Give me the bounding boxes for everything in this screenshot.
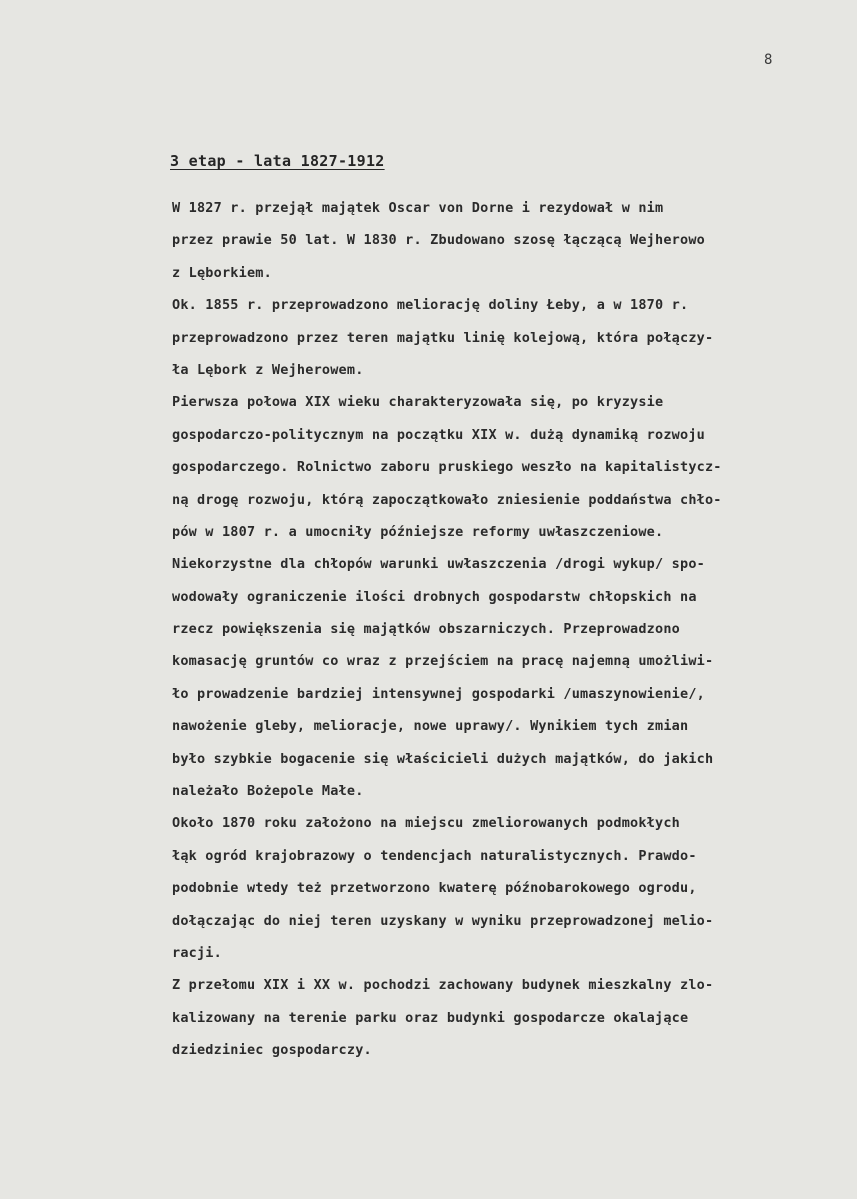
text-line: W 1827 r. przejął majątek Oscar von Dorne i rezydował w nim — [172, 200, 664, 216]
text-line: przeprowadzono przez teren majątku linię kolejową, która połączy- — [172, 329, 714, 346]
text-line: kalizowany na terenie parku oraz budynki gospodarcze okalające — [172, 1009, 689, 1026]
text-line: łąk ogród krajobrazowy o tendencjach naturalistycznych. Prawdo- — [172, 847, 697, 864]
text-line: z Lęborkiem. — [172, 264, 272, 281]
text-line: nawożenie gleby, melioracje, nowe uprawy/. Wynikiem tych zmian — [172, 718, 689, 735]
text-line: było szybkie bogacenie się właścicieli dużych majątków, do jakich — [172, 750, 714, 767]
text-line: dziedziniec gospodarczy. — [172, 1042, 372, 1059]
text-line: ło prowadzenie bardziej intensywnej gospodarki /umaszynowienie/, — [172, 685, 705, 702]
text-line: przez prawie 50 lat. W 1830 r. Zbudowano szosę łączącą Wejherowo — [172, 232, 705, 249]
text-line: wodowały ograniczenie ilości drobnych gospodarstw chłopskich na — [172, 588, 697, 605]
text-line: dołączając do niej teren uzyskany w wyniku przeprowadzonej melio- — [172, 912, 714, 929]
text-line: racji. — [172, 944, 222, 961]
text-line: Niekorzystne dla chłopów warunki uwłaszczenia /drogi wykup/ spo- — [172, 556, 705, 573]
body-text — [172, 192, 822, 1067]
text-line: ła Lębork z Wejherowem. — [172, 361, 364, 378]
text-line: pów w 1807 r. a umocniły późniejsze reformy uwłaszczeniowe. — [172, 523, 664, 540]
text-line: ną drogę rozwoju, którą zapoczątkowało zniesienie poddaństwa chło- — [172, 491, 722, 508]
text-line: Ok. 1855 r. przeprowadzono meliorację doliny Łeby, a w 1870 r. — [172, 297, 689, 314]
page-number: 8 — [764, 52, 773, 68]
text-line: Z przełomu XIX i XX w. pochodzi zachowany budynek mieszkalny zlo- — [172, 977, 714, 994]
text-line: należało Bożepole Małe. — [172, 783, 364, 800]
text-line: Około 1870 roku założono na miejscu zmeliorowanych podmokłych — [172, 815, 680, 832]
text-line: Pierwsza połowa XIX wieku charakteryzowała się, po kryzysie — [172, 394, 664, 411]
text-line: podobnie wtedy też przetworzono kwaterę późnobarokowego ogrodu, — [172, 880, 697, 897]
text-line: rzecz powiększenia się majątków obszarniczych. Przeprowadzono — [172, 621, 680, 638]
text-line: gospodarczego. Rolnictwo zaboru pruskiego weszło na kapitalistycz- — [172, 459, 722, 476]
text-line: gospodarczo-politycznym na początku XIX w. dużą dynamiką rozwoju — [172, 426, 705, 443]
section-heading: 3 etap - lata 1827-1912 — [170, 152, 385, 170]
text-line: komasację gruntów co wraz z przejściem na pracę najemną umożliwi- — [172, 653, 714, 670]
